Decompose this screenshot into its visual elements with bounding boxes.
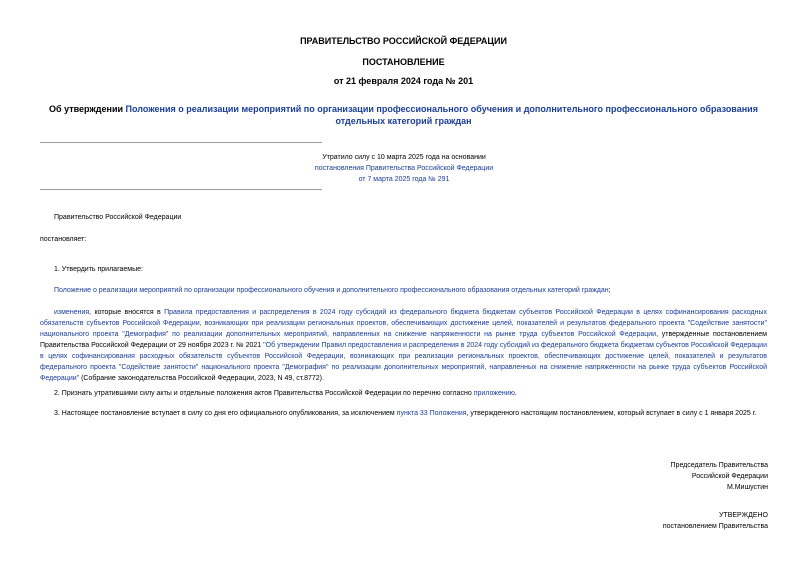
regulation-link[interactable]: Положение о реализации мероприятий по организации профессионального обучения и дополнительного профессионального образования отдельных категорий граждан (54, 287, 609, 294)
clause-33-link[interactable]: пункта 33 Положения (396, 410, 467, 417)
title-regulation-link[interactable]: Положения о реализации мероприятий по организации профессионального обучения и дополнительного профессионального образования отдельных категорий граждан (125, 104, 758, 126)
repeal-line: Утратило силу с 10 марта 2025 года на основании (322, 154, 486, 161)
decrees-line: постановляет: (40, 236, 87, 243)
item-1: 1. Утвердить прилагаемые: (54, 266, 143, 273)
approved-label: УТВЕРЖДЕНО (718, 512, 768, 519)
item-1-regulation: Положение о реализации мероприятий по организации профессионального обучения и дополнительного профессионального образования отдельных категорий граждан; (54, 287, 611, 294)
approved-block (560, 510, 768, 532)
signature-name: М.Мишустин (726, 484, 768, 491)
appendix-link[interactable]: приложению (473, 390, 515, 397)
title-prefix: Об утверждении (49, 104, 126, 114)
item-3: 3. Настоящее постановление вступает в силу со дня его официального опубликования, за исключением пункта 33 Положения, утвержденного настоящим постановлением, который вступает в силу с 1 января 2025 г. (54, 410, 757, 417)
doc-type-heading: ПОСТАНОВЛЕНИЕ (362, 57, 445, 67)
government-line: Правительство Российской Федерации (54, 214, 182, 221)
item-1-changes: изменения, которые вносятся в Правила предоставления и распределения в 2024 году субсидий из федерального бюджета бюджетам субъектов Российской Федерации в целях софинансирования расходных обязательств субъектов Российской Федерации, возникающих при реализации региональных проектов, обеспечивающих достижение целей, показателей и результатов федерального проекта "Содействие занятости" национального проекта "Демография" по реализации дополнительных мероприятий, направленных на снижение напряженности на рынке труда субъектов Российской Федерации, утвержденные постановлением Правительства Российской Федерации от 29 ноября 2023 г. № 2021 "Об утверждении Правил предоставления и распределения в 2024 году субсидий из федерального бюджета бюджетам субъектов Российской Федерации в целях софинансирования расходных обязательств субъектов Российской Федерации, возникающих при реализации региональных проектов, обеспечивающих достижение целей, показателей и результатов федерального проекта "Содействие занятости" национального проекта "Демография" по реализации дополнительных мероприятий, направленных на снижение напряженности на рынке труда субъектов Российской Федерации" (Собрание законодательства Российской Федерации, 2023, N 49, ст.8772). (40, 309, 767, 382)
item-2: 2. Признать утратившими силу акты и отдельные положения актов Правительства Российской Федерации по перечню согласно приложению. (54, 390, 517, 397)
changes-link[interactable]: изменения (54, 309, 90, 316)
divider-top (40, 142, 322, 143)
signature-country: Российской Федерации (691, 473, 768, 480)
resolution-2021-link[interactable]: "Об утверждении Правил предоставления и распределения в 2024 году субсидий из федерального бюджета бюджетам субъектов Российской Федерации в целях софинансирования расходных обязательств субъектов Российской Федерации, возникающих при реализации региональных проектов, обеспечивающих достижение целей, показателей и результатов федерального проекта "Содействие занятости" национального проекта "Демография" по реализации дополнительных мероприятий, направленных на снижение напряженности на рынке труда субъектов Российской Федерации" (40, 342, 767, 382)
signature-block (560, 460, 768, 493)
repeal-resolution-link[interactable]: постановления Правительства Российской Федерации (314, 165, 494, 172)
issuer-heading: ПРАВИТЕЛЬСТВО РОССИЙСКОЙ ФЕДЕРАЦИИ (300, 36, 507, 46)
divider-bottom (40, 189, 322, 190)
document-title (40, 103, 767, 127)
date-number-heading: от 21 февраля 2024 года № 201 (333, 76, 474, 86)
approved-by: постановлением Правительства (662, 523, 768, 530)
repeal-note (287, 152, 521, 185)
signature-position: Председатель Правительства (670, 462, 768, 469)
repeal-resolution-date-link[interactable]: от 7 марта 2025 года № 291 (358, 176, 450, 183)
rules-link[interactable]: Правила предоставления и распределения в 2024 году субсидий из федерального бюджета бюджетам субъектов Российской Федерации в целях софинансирования расходных обязательств субъектов Российской Федерации, возникающих при реализации региональных проектов, обеспечивающих достижение целей, показателей и результатов федерального проекта "Содействие занятости" национального проекта "Демография" по реализации дополнительных мероприятий, направленных на снижение напряженности на рынке труда субъектов Российской Федерации (40, 309, 767, 338)
